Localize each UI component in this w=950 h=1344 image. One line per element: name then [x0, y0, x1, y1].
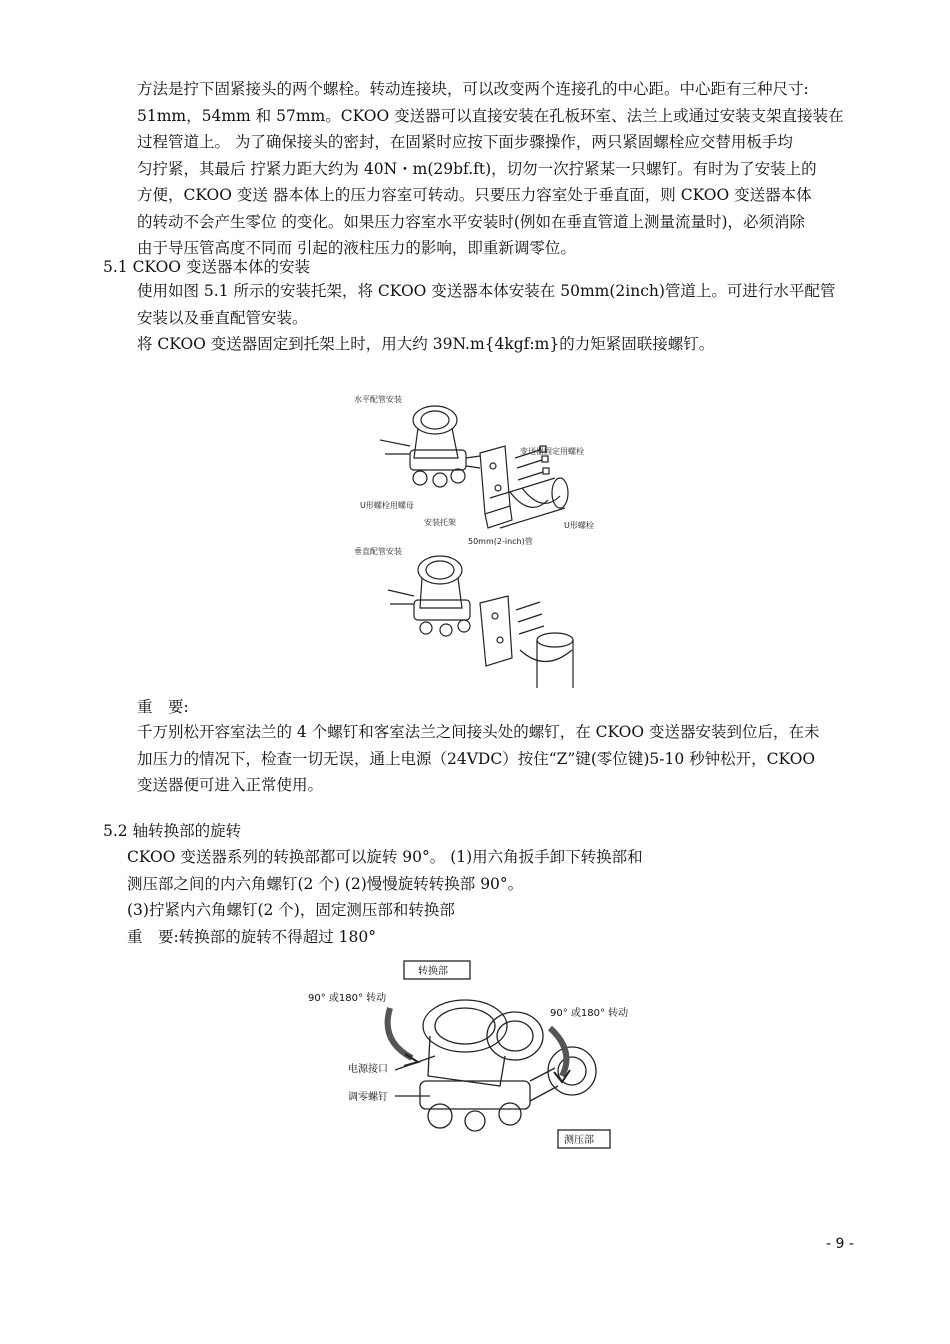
intro-line: 方法是拧下固紧接头的两个螺栓。转动连接块，可以改变两个连接孔的中心距。中心距有三种尺寸: [137, 80, 809, 98]
important-line: 加压力的情况下，检查一切无误，通上电源（24VDC）按住“Z”键(零位键)5-10 秒钟松开，CKOO [137, 749, 816, 768]
mounting-figure [340, 388, 610, 688]
pipe-vertical-drawing [520, 633, 573, 688]
section-5-2-line: CKOO 变送器系列的转换部都可以旋转 90°。 (1)用六角扳手卸下转换部和 [127, 848, 643, 866]
label-ubolt: U形螺栓 [564, 521, 594, 530]
label-mounting-bracket: 安装托架 [424, 518, 456, 527]
section-5-1-line: 将 CKOO 变送器固定到托架上时，用大约 39N.m{4kgf:m}的力矩紧固联接螺钉。 [137, 335, 715, 353]
rotation-figure [300, 956, 670, 1156]
important-paragraph-5-1 [137, 719, 865, 799]
transmitter-drawing [420, 1000, 596, 1131]
label-vertical-mounting: 垂直配管安装 [354, 547, 402, 556]
section-5-2-line: 测压部之间的内六角螺钉(2 个) (2)慢慢旋转转换部 90°。 [127, 874, 524, 893]
important-line: 变送器便可进入正常使用。 [137, 776, 324, 794]
mounting-bracket-drawing [480, 446, 512, 528]
intro-line: 的转动不会产生零位 的变化。如果压力容室水平安装时(例如在垂直管道上测量流量时)，必须消除 [137, 212, 806, 231]
label-power-port: 电源接口 [348, 1064, 388, 1075]
intro-line: 方便，CKOO 变送 器本体上的压力容室可转动。只要压力容室处于垂直面，则 CKOO 变送器本体 [137, 186, 812, 204]
section-5-2-line: (3)拧紧内六角螺钉(2 个)，固定测压部和转换部 [127, 901, 455, 919]
label-rotate-left: 90° 或180° 转动 [308, 993, 387, 1004]
section-5-1-line: 使用如图 5.1 所示的安装托架，将 CKOO 变送器本体安装在 50mm(2inch)管道上。可进行水平配管 [137, 282, 836, 300]
intro-line: 由于导压管高度不同而 引起的液柱压力的影响，即重新调零位。 [137, 239, 576, 257]
section-5-1-paragraph [137, 278, 865, 358]
label-pipe: 50mm(2-inch)管 [468, 537, 533, 546]
label-transmitter-bolt: 变送器固定用螺栓 [520, 447, 584, 456]
page-number: - 9 - [826, 1236, 854, 1252]
section-5-2-paragraph [127, 844, 727, 950]
label-zero-screw: 调零螺钉 [348, 1092, 388, 1103]
intro-paragraph [137, 76, 862, 262]
pipe-horizontal-drawing [490, 478, 568, 528]
section-5-2-line: 重 要:转换部的旋转不得超过 180° [127, 927, 376, 946]
label-converter: 转换部 [418, 966, 448, 977]
important-line: 千万别松开容室法兰的 4 个螺钉和客室法兰之间接头处的螺钉，在 CKOO 变送器安装到位后，在未 [137, 723, 820, 741]
transmitter-vertical-drawing [388, 556, 470, 636]
label-sensor: 测压部 [564, 1135, 594, 1146]
rotate-arrow-left [388, 1008, 412, 1058]
intro-line: 51mm，54mm 和 57mm。CKOO 变送器可以直接安装在孔板环室、法兰上或通过安装支架直接装在 [137, 106, 844, 125]
section-5-1-heading: 5.1 CKOO 变送器本体的安装 [103, 258, 310, 276]
important-title-5-1: 重 要: [137, 698, 189, 716]
mounting-bracket-vertical-drawing [480, 596, 544, 666]
intro-line: 匀拧紧，其最后 拧紧力距大约为 40N・m(29bf.ft)，切勿一次拧紧某一只螺钉。有时为了安装上的 [137, 159, 817, 178]
label-horizontal-mounting: 水平配管安装 [354, 395, 402, 404]
transmitter-horizontal-drawing [380, 406, 480, 487]
label-ubolt-nut: U形螺栓用螺母 [360, 501, 414, 510]
intro-line: 过程管道上。 为了确保接头的密封，在固紧时应按下面步骤操作，两只紧固螺栓应交替用板手均 [137, 133, 793, 151]
label-rotate-right: 90° 或180° 转动 [550, 1008, 629, 1019]
section-5-2-heading: 5.2 轴转换部的旋转 [103, 822, 242, 840]
section-5-1-line: 安装以及垂直配管安装。 [137, 308, 308, 327]
